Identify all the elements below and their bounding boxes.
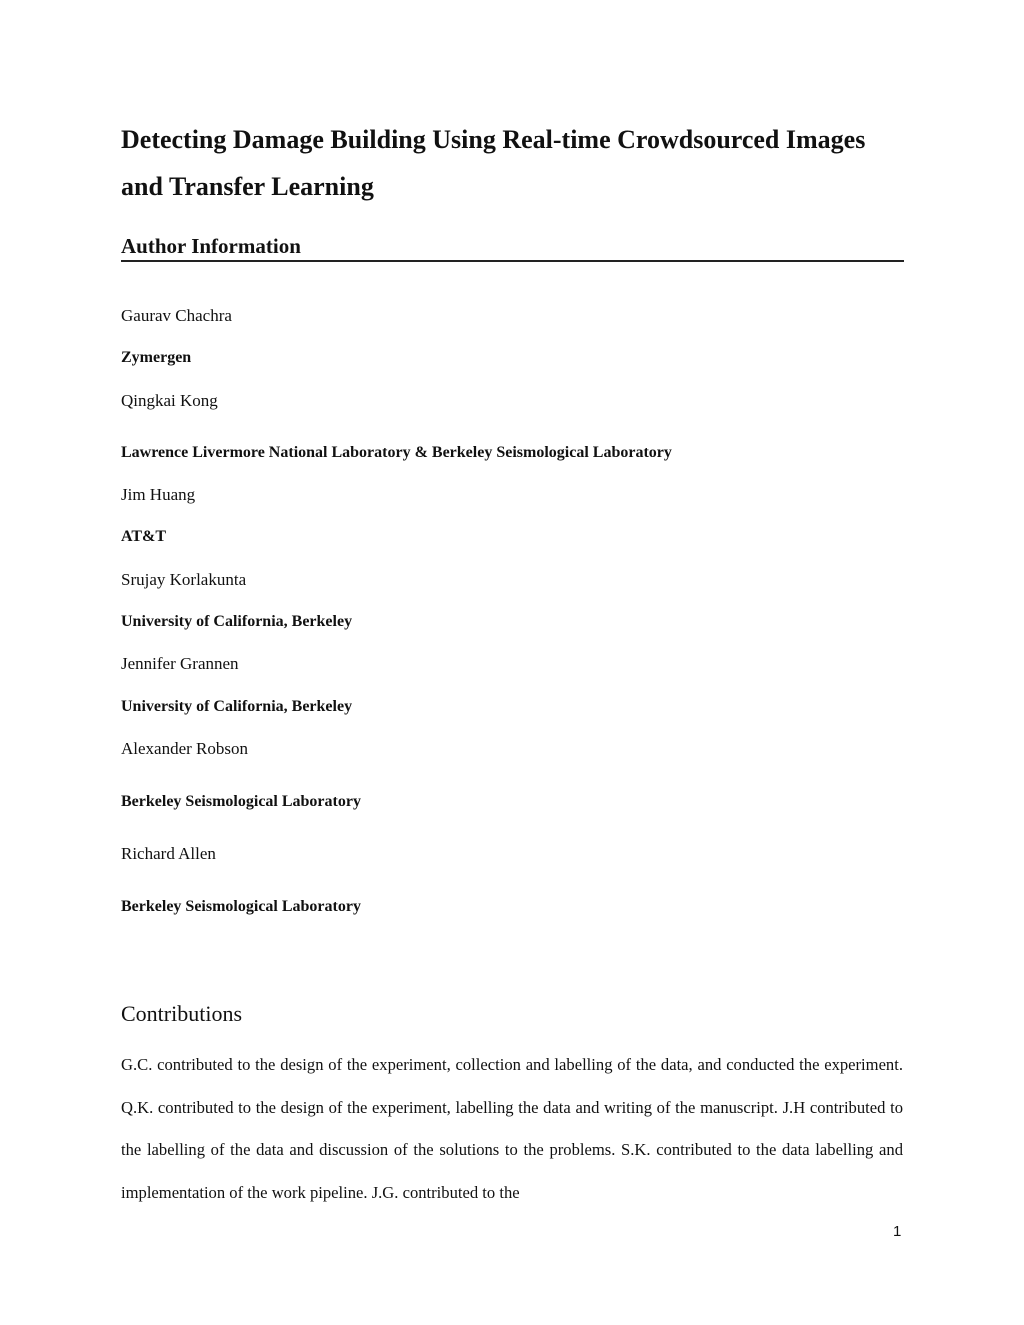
page-number: 1 xyxy=(893,1223,902,1240)
author-affiliation: Zymergen xyxy=(121,349,192,366)
author-affiliation: AT&T xyxy=(121,528,167,545)
author-affiliation: Lawrence Livermore National Laboratory & Berkeley Seismological Laboratory xyxy=(121,444,672,461)
contributions-paragraph: G.C. contributed to the design of the experiment, collection and labelling of the data, and conducted the experiment. Q.K. contributed to the design of the experiment, labelling the data and writing of the manuscript. J.H contributed to the labelling of the data and discussion of the solutions to the problems. S.K. contributed to the data labelling and implementation of the work pipeline. J.G. contributed to the xyxy=(121,1055,903,1202)
paper-title: Detecting Damage Building Using Real-time Crowdsourced Images and Transfer Learning xyxy=(121,125,866,201)
author-name: Alexander Robson xyxy=(121,739,249,758)
author-name: Gaurav Chachra xyxy=(121,306,232,325)
author-affiliation: Berkeley Seismological Laboratory xyxy=(121,793,361,810)
author-affiliation: Berkeley Seismological Laboratory xyxy=(121,898,361,915)
author-name: Qingkai Kong xyxy=(121,391,218,410)
author-affiliation: University of California, Berkeley xyxy=(121,698,353,715)
author-name: Srujay Korlakunta xyxy=(121,570,247,589)
author-name: Richard Allen xyxy=(121,844,216,863)
author-affiliation: University of California, Berkeley xyxy=(121,613,353,630)
contributions-heading: Contributions xyxy=(121,1001,243,1026)
author-information-heading: Author Information xyxy=(121,232,904,262)
author-name: Jim Huang xyxy=(121,485,196,504)
author-name: Jennifer Grannen xyxy=(121,654,239,673)
